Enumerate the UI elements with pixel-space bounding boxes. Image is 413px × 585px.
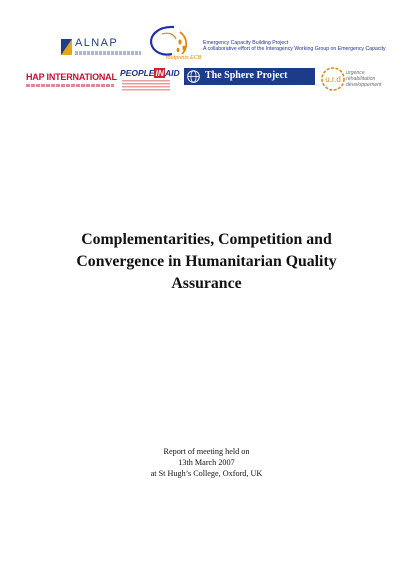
- urd-mark-text: u.r.d: [325, 75, 341, 84]
- urd-circle-icon: [320, 66, 346, 92]
- ecb-project-text: [203, 40, 386, 53]
- hap-tagline: [26, 84, 114, 87]
- title-line-2: Convergence in Humanitarian Quality: [76, 253, 337, 270]
- people-in-aid-tagline: [122, 80, 170, 92]
- title-line-1: Complementarities, Competition and: [81, 231, 332, 248]
- alnap-mark-icon: [61, 39, 72, 55]
- ecb-line-1: Emergency Capacity Building Project: [203, 40, 289, 46]
- urd-line-2: réhabilitation: [346, 75, 376, 82]
- sphere-wordmark: The Sphere Project: [205, 70, 288, 81]
- people-in-aid-logo: [120, 68, 180, 96]
- report-date: 13th March 2007: [178, 458, 235, 467]
- urd-line-3: développement: [346, 81, 382, 88]
- urd-line-1: urgence: [346, 70, 365, 76]
- alnap-tagline: [75, 51, 141, 55]
- sphere-project-logo: [184, 68, 315, 85]
- document-title: [40, 229, 373, 295]
- hap-logo: [26, 72, 118, 92]
- urd-text: [346, 71, 381, 88]
- alnap-logo: [61, 38, 141, 58]
- people-in-aid-wordmark: PEOPLEINAID: [120, 68, 180, 78]
- hap-wordmark: HAP INTERNATIONAL: [26, 72, 117, 82]
- ecb-line-2: A collaborative effort of the Interagency Working Group on Emergency Capacity: [203, 46, 386, 53]
- alnap-wordmark: ALNAP: [75, 37, 119, 49]
- title-line-3: Assurance: [171, 275, 242, 292]
- report-venue: at St Hugh’s College, Oxford, UK: [150, 469, 263, 478]
- report-details: [100, 446, 313, 479]
- sphere-globe-icon: [187, 70, 200, 83]
- report-line-1: Report of meeting held on: [163, 447, 250, 456]
- footprints-logo: [144, 24, 202, 64]
- footprints-wordmark: footprints ECB: [166, 55, 202, 61]
- urd-logo: [320, 66, 390, 96]
